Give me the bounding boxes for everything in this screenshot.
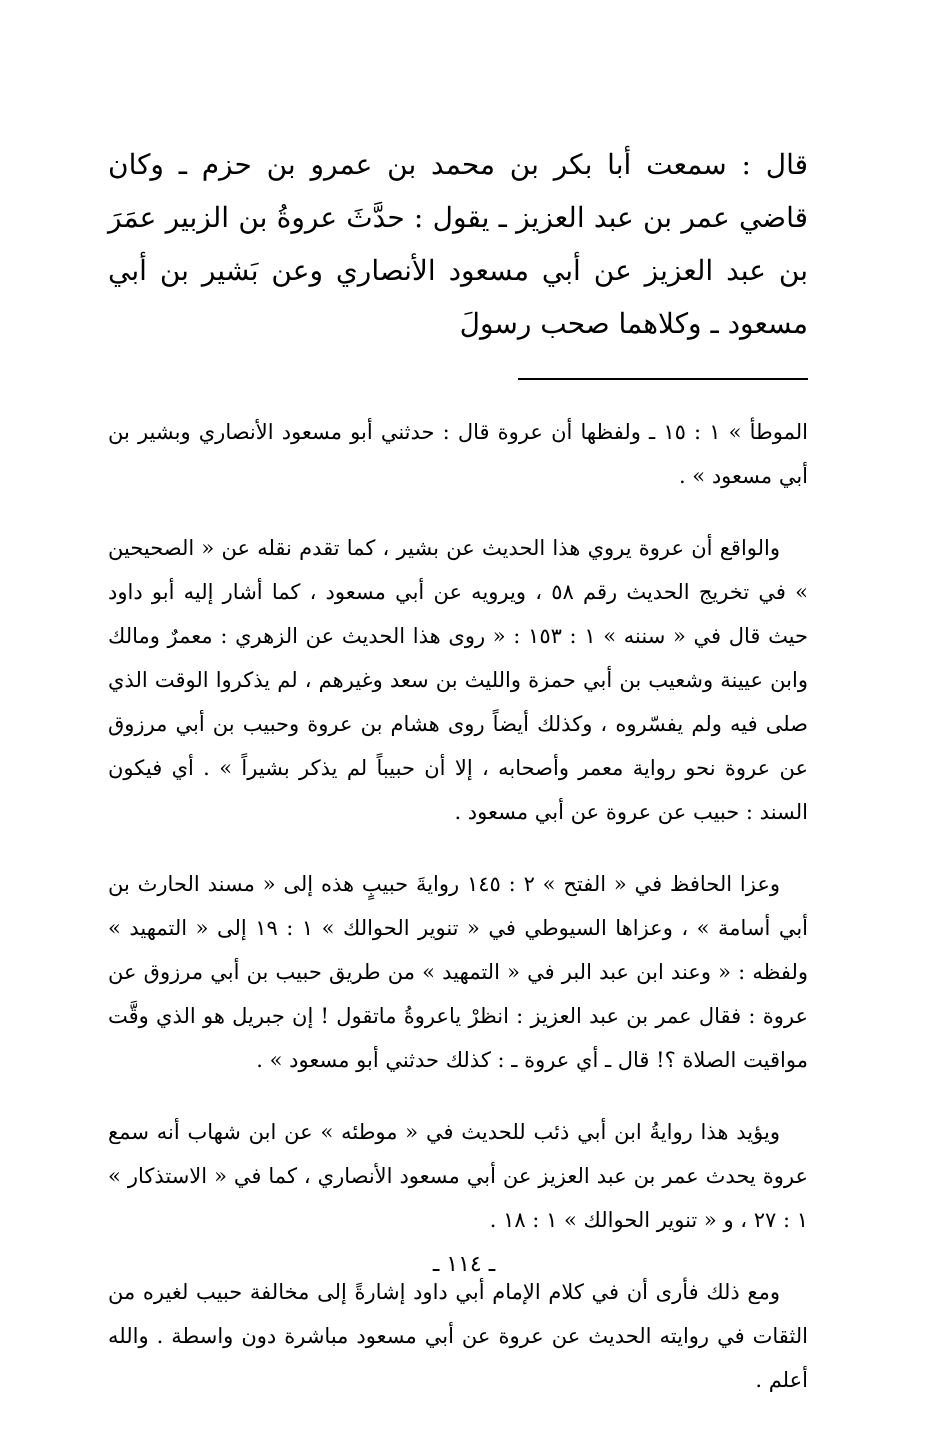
footnote-divider [518,378,808,380]
page-number: ـ ١١٤ ـ [432,1252,496,1277]
main-text: قال : سمعت أبا بكر بن محمد بن عمرو بن حزم ـ وكان قاضي عمر بن عبد العزيز ـ يقول : حدَّثَ عروةُ بن الزبير عمَرَ بن عبد العزيز عن أبي مسعود الأنصاري وعن بَشير بن أبي مسعود ـ وكلاهما صحب رسولَ [108,148,808,340]
footnote-paragraph-3: ويؤيد هذا روايةُ ابن أبي ذئب للحديث في « موطئه » عن ابن شهاب أنه سمع عروة يحدث عمر بن عبد العزيز عن أبي مسعود الأنصاري ، كما في « الاستذكار » ١ : ٢٧ ، و « تنوير الحوالك » ١ : ١٨ . [108,1120,808,1232]
footnote-paragraph-1: والواقع أن عروة يروي هذا الحديث عن بشير ، كما تقدم نقله عن « الصحيحين » في تخريج الحديث رقم ٥٨ ، ويرويه عن أبي مسعود ، كما أشار إليه أبو داود حيث قال في « سننه » ١ : ١٥٣ : « روى هذا الحديث عن الزهري : معمرٌ ومالك وابن عيينة وشعيب بن أبي حمزة والليث بن سعد وغيرهم ، لم يذكروا الوقت الذي صلى فيه ولم يفسّروه ، وكذلك أيضاً روى هشام بن عروة وحبيب بن أبي مرزوق عن عروة نحو رواية معمر وأصحابه ، إلا أن حبيباً لم يذكر بشيراً » . أي فيكون السند : حبيب عن عروة عن أبي مسعود . [108,536,809,824]
page-body [108,138,808,1430]
footnote-continuation: الموطأ » ١ : ١٥ ـ ولفظها أن عروة قال : حدثني أبو مسعود الأنصاري وبشير بن أبي مسعود » . [108,420,808,488]
footnote-paragraph-2: وعزا الحافظ في « الفتح » ٢ : ١٤٥ روايةَ حبيبٍ هذه إلى « مسند الحارث بن أبي أسامة » ، وعزاها السيوطي في « تنوير الحوالك » ١ : ١٩ إلى « التمهيد » ولفظه : « وعند ابن عبد البر في « التمهيد » من طريق حبيب بن أبي مرزوق عن عروة : فقال عمر بن عبد العزيز : انظرْ ياعروةُ ماتقول ! إن جبريل هو الذي وقَّت مواقيت الصلاة ؟! قال ـ أي عروة ـ : كذلك حدثني أبو مسعود » . [108,872,809,1072]
footnote-paragraph-4: ومع ذلك فأرى أن في كلام الإمام أبي داود إشارةً إلى مخالفة حبيب لغيره من الثقات في روايته الحديث عن عروة عن أبي مسعود مباشرة دون واسطة . والله أعلم . [108,1280,808,1392]
